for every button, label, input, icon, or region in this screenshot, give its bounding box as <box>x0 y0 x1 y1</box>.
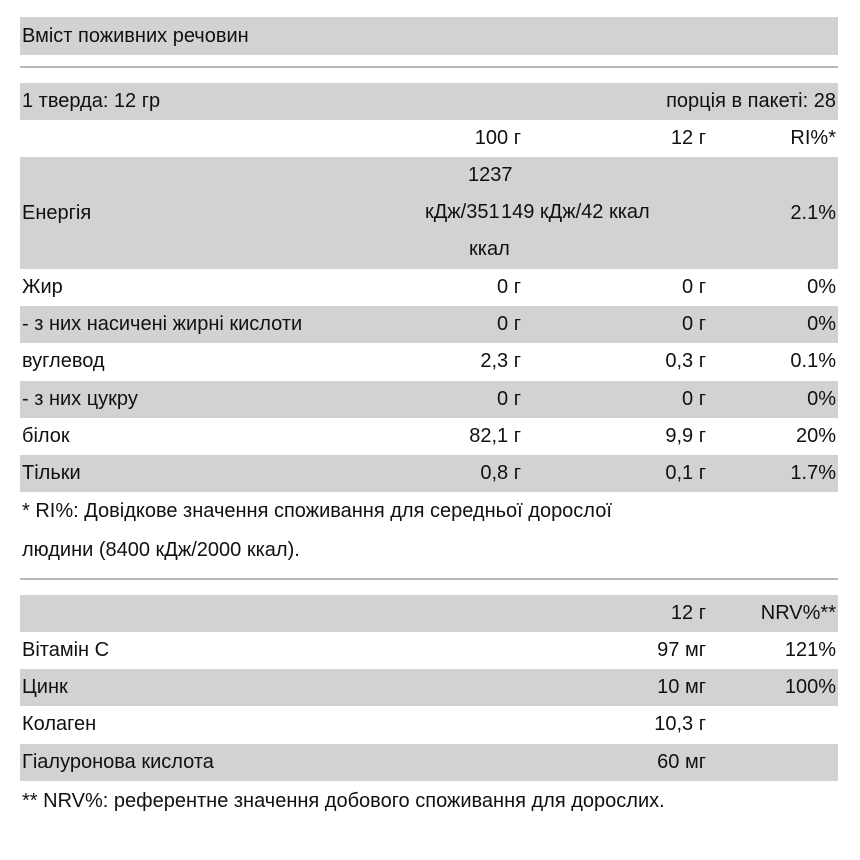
vitamin-name: Гіалуронова кислота <box>22 751 214 773</box>
vitamin-nrv: 121% <box>784 639 836 661</box>
nutrition-header-row <box>20 120 838 157</box>
vitamin-per-12g: 10 мг <box>657 676 706 698</box>
header-per-12g: 12 г <box>670 127 706 149</box>
header-per-12g: 12 г <box>670 602 706 624</box>
divider <box>20 66 838 68</box>
nutrient-per-100g: 0,8 г <box>480 462 521 484</box>
vitamin-header-row <box>20 595 838 632</box>
vitamin-per-12g: 97 мг <box>657 639 706 661</box>
vitamin-row-c <box>20 632 838 669</box>
servings-per-pack: порція в пакеті: 28 <box>666 90 836 112</box>
nutrient-name: білок <box>22 425 70 447</box>
nutrient-row-fat <box>20 269 838 306</box>
nutrient-per-12g: 9,9 г <box>665 425 706 447</box>
nutrient-name: - з них насичені жирні кислоти <box>22 313 303 335</box>
nutrient-name: Жир <box>22 276 63 298</box>
vitamin-nrv: 100% <box>784 676 836 698</box>
nutrient-row-sugars <box>20 381 838 418</box>
vitamin-name: Цинк <box>22 676 68 698</box>
nutrient-row-salt <box>20 455 838 492</box>
energy-label: Енергія <box>22 202 92 224</box>
energy-per-12g: 149 кДж/42 ккал <box>501 201 650 223</box>
nutrient-per-12g: 0 г <box>682 313 706 335</box>
nutrient-per-100g: 0 г <box>497 313 521 335</box>
vitamin-per-12g: 10,3 г <box>654 713 706 735</box>
header-nrv: NRV%** <box>760 602 836 624</box>
nutrient-per-100g: 0 г <box>497 388 521 410</box>
nutrient-per-12g: 0,3 г <box>665 350 706 372</box>
vitamin-name: Вітамін C <box>22 639 110 661</box>
nutrient-per-100g: 82,1 г <box>469 425 521 447</box>
nutrient-ri: 1.7% <box>790 462 836 484</box>
energy-row <box>20 157 838 269</box>
vitamin-row-hyaluronic-acid <box>20 744 838 781</box>
energy-ri: 2.1% <box>790 202 836 224</box>
nutrient-row-carbohydrate <box>20 343 838 380</box>
section-title <box>20 17 838 55</box>
energy-per-100g-line3: ккал <box>469 238 510 260</box>
nutrient-per-12g: 0,1 г <box>665 462 706 484</box>
divider <box>20 578 838 580</box>
section-title-text: Вміст поживних речовин <box>22 25 249 47</box>
nutrient-ri: 0% <box>807 313 836 335</box>
nutrient-per-12g: 0 г <box>682 388 706 410</box>
nutrient-name: вуглевод <box>22 350 105 372</box>
vitamin-row-zinc <box>20 669 838 706</box>
ri-footnote-line2: людини (8400 кДж/2000 ккал). <box>22 539 300 561</box>
nutrient-ri: 0% <box>807 388 836 410</box>
nutrient-name: Тільки <box>22 462 81 484</box>
ri-footnote-line1: * RI%: Довідкове значення споживання для середньої дорослої <box>22 500 612 522</box>
energy-per-100g-line1: 1237 <box>468 164 513 186</box>
serving-size: 1 тверда: 12 гр <box>22 90 161 112</box>
vitamin-per-12g: 60 мг <box>657 751 706 773</box>
nrv-footnote: ** NRV%: референтне значення добового споживання для дорослих. <box>22 790 665 812</box>
energy-per-100g-line2: кДж/351 <box>425 201 500 223</box>
nutrient-ri: 0.1% <box>790 350 836 372</box>
nutrient-ri: 20% <box>795 425 836 447</box>
vitamin-row-collagen <box>20 706 838 743</box>
nutrient-per-12g: 0 г <box>682 276 706 298</box>
nutrient-name: - з них цукру <box>22 388 138 410</box>
vitamin-name: Колаген <box>22 713 97 735</box>
header-ri: RI%* <box>790 127 836 149</box>
serving-row <box>20 83 838 120</box>
nutrient-ri: 0% <box>807 276 836 298</box>
nutrient-per-100g: 2,3 г <box>480 350 521 372</box>
nutrient-per-100g: 0 г <box>497 276 521 298</box>
nutrient-row-protein <box>20 418 838 455</box>
nutrient-row-saturated-fat <box>20 306 838 343</box>
header-per-100g: 100 г <box>474 127 521 149</box>
